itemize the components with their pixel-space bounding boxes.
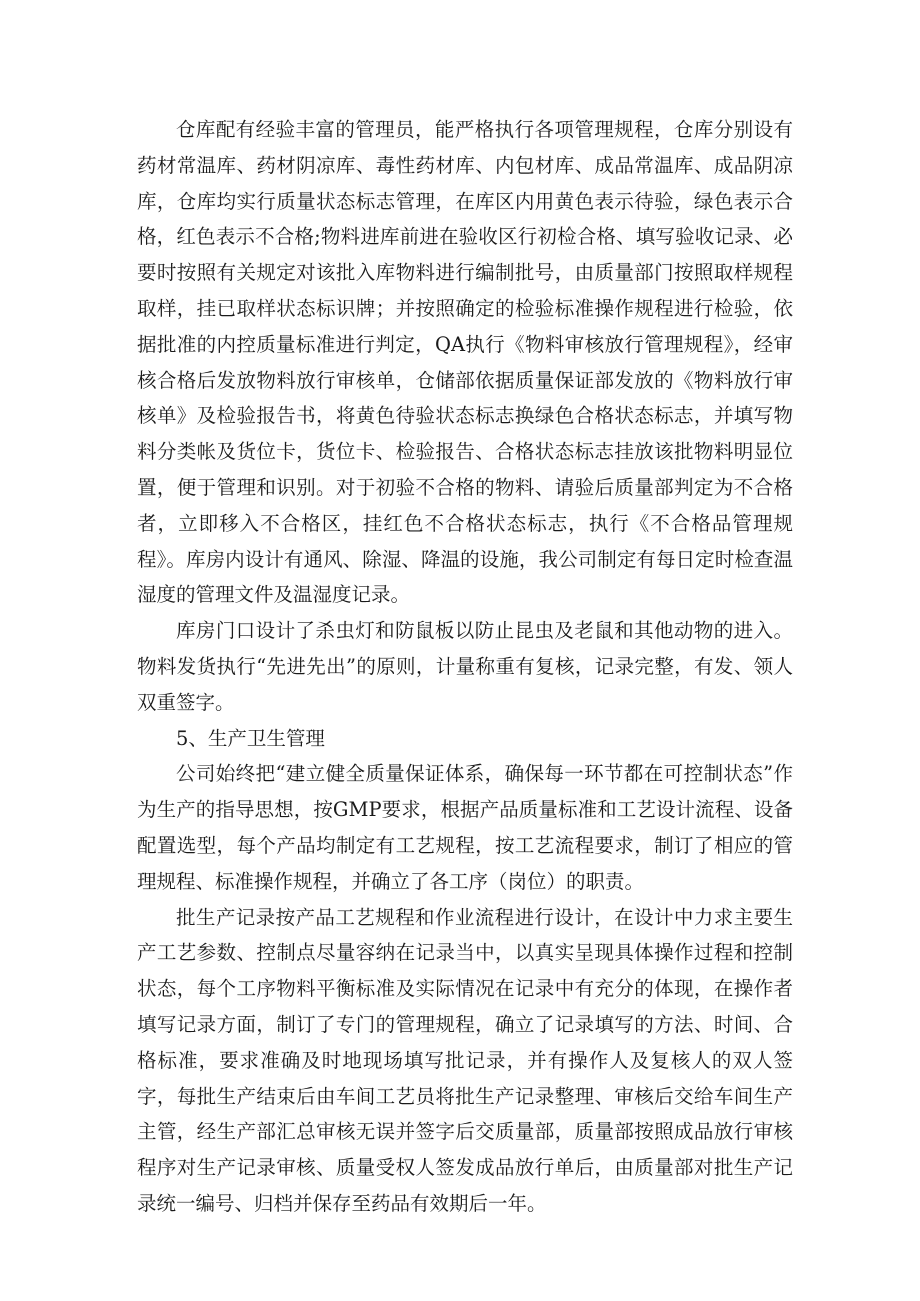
section-heading-production-hygiene: 5、生产卫生管理: [176, 726, 325, 750]
paragraph-quality-assurance-system: 公司始终把“建立健全质量保证体系，确保每一环节都在可控制状态”作为生产的指导思想，按GMP要求，根据产品质量标准和工艺设计流程、设备配置选型，每个产品均制定有工艺规程，按工艺流程要求，制订了相应的管理规程、标准操作规程，并确立了各工序（岗位）的职责。: [137, 762, 793, 893]
paragraph-warehouse-management: 仓库配有经验丰富的管理员，能严格执行各项管理规程，仓库分别设有药材常温库、药材阴凉库、毒性药材库、内包材库、成品常温库、成品阴凉库，仓库均实行质量状态标志管理，在库区内用黄色表示待验，绿色表示合格，红色表示不合格;物料进库前进在验收区行初检合格、填写验收记录、必要时按照有关规定对该批入库物料进行编制批号，由质量部门按照取样规程取样，挂已取样状态标识牌；并按照确定的检验标准操作规程进行检验，依据批准的内控质量标准进行判定，QA执行《物料审核放行管理规程》，经审核合格后发放物料放行审核单，仓储部依据质量保证部发放的《物料放行审核单》及检验报告书，将黄色待验状态标志换绿色合格状态标志，并填写物料分类帐及货位卡，货位卡、检验报告、合格状态标志挂放该批物料明显位置，便于管理和识别。对于初验不合格的物料、请验后质量部判定为不合格者，立即移入不合格区，挂红色不合格状态标志，执行《不合格品管理规程》。库房内设计有通风、除湿、降温的设施，我公司制定有每日定时检查温湿度的管理文件及温湿度记录。: [137, 118, 793, 607]
paragraph-batch-production-records: 批生产记录按产品工艺规程和作业流程进行设计，在设计中力求主要生产工艺参数、控制点尽量容纳在记录当中，以真实呈现具体操作过程和控制状态，每个工序物料平衡标准及实际情况在记录中有充分的体现，在操作者填写记录方面，制订了专门的管理规程，确立了记录填写的方法、时间、合格标准，要求准确及时地现场填写批记录，并有操作人及复核人的双人签字，每批生产结束后由车间工艺员将批生产记录整理、审核后交给车间生产主管，经生产部汇总审核无误并签字后交质量部，质量部按照成品放行审核程序对生产记录审核、质量受权人签发成品放行单后，由质量部对批生产记录统一编号、归档并保存至药品有效期后一年。: [137, 905, 793, 1215]
paragraph-pest-control-and-shipping: 库房门口设计了杀虫灯和防鼠板以防止昆虫及老鼠和其他动物的进入。物料发货执行“先进先出”的原则，计量称重有复核，记录完整，有发、领人双重签字。: [137, 619, 793, 714]
document-body: [137, 112, 793, 1222]
